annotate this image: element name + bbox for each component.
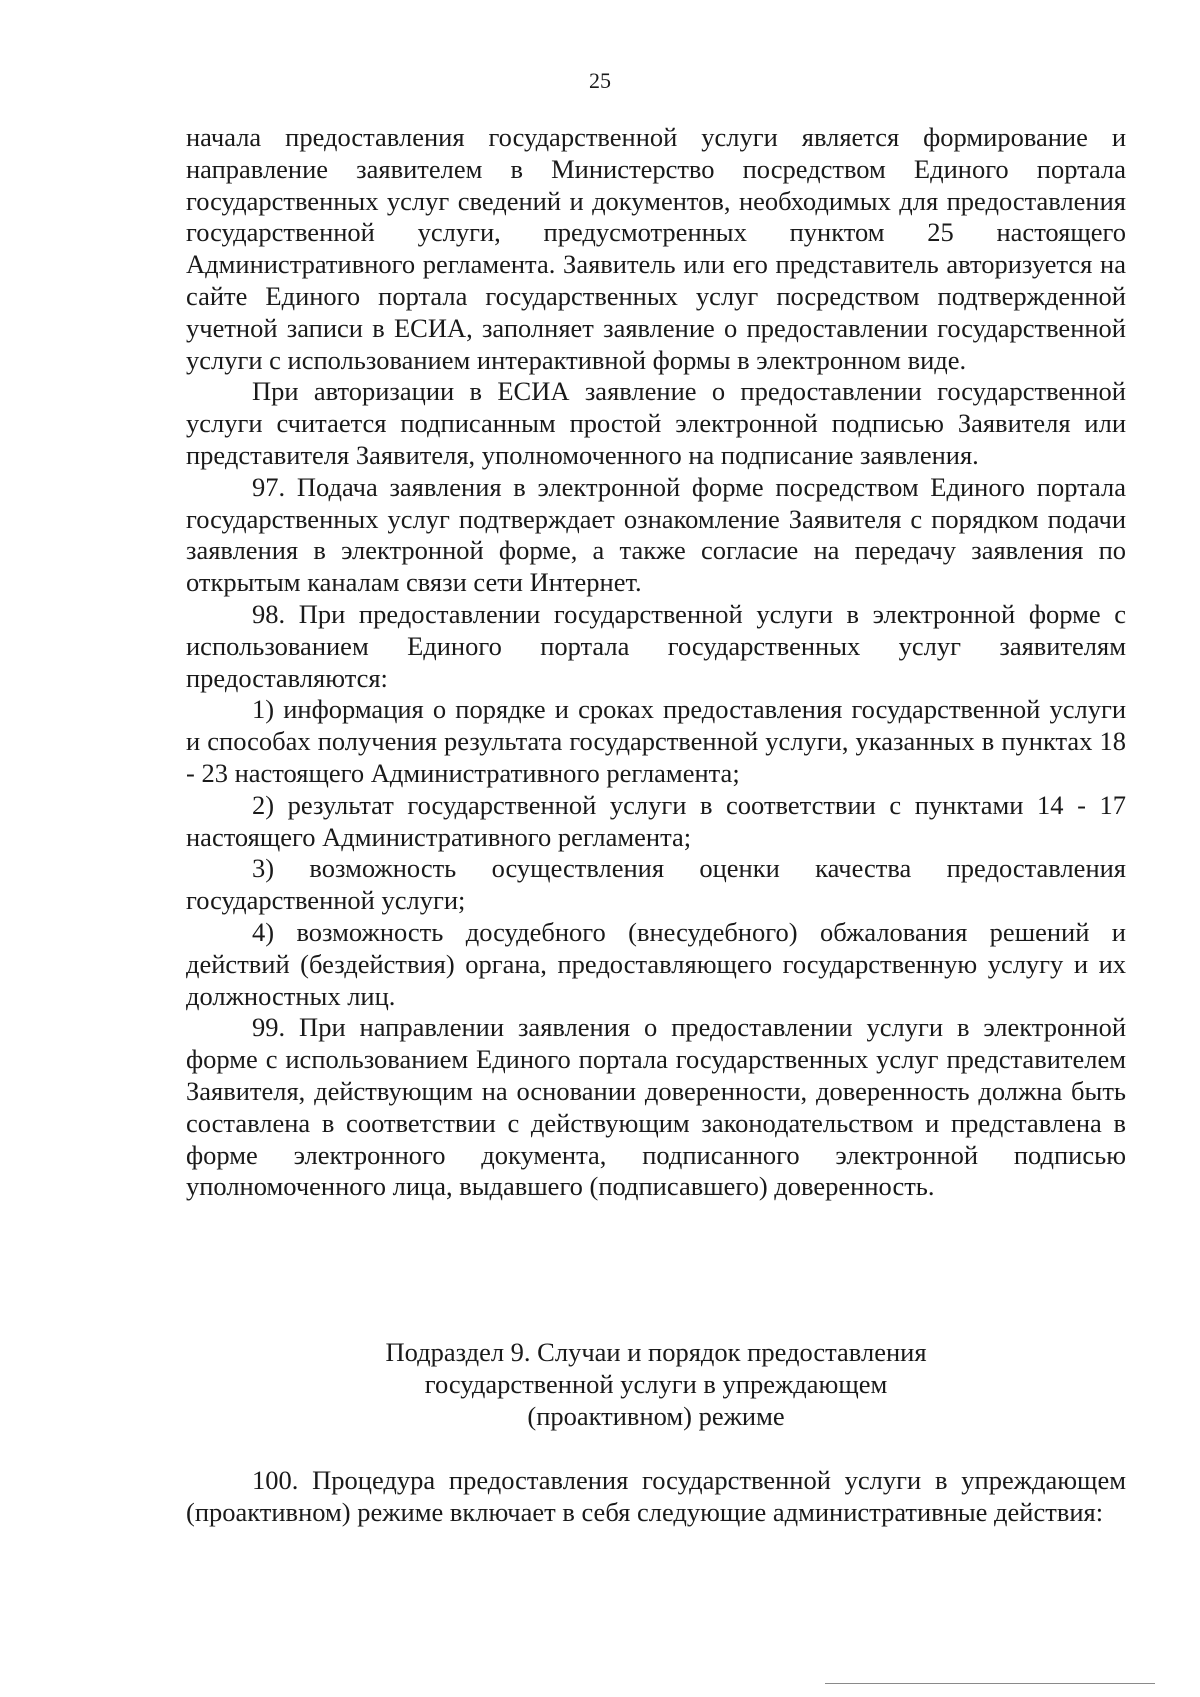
paragraph-continuation: начала предоставления государственной услуги является формирование и направление заявителем в Министерство посредством Единого портала государственных услуг сведений и документов, необходимых для предоставления государственной услуги, предусмотренных пунктом 25 настоящего Административного регламента. Заявитель или его представитель авторизуется на сайте Единого портала государственных услуг посредством подтвержденной учетной записи в ЕСИА, заполняет заявление о предоставлении государственной услуги с использованием интерактивной формы в электронном виде. [186, 122, 1126, 375]
document-body [186, 122, 1126, 1203]
paragraph-100: 100. Процедура предоставления государственной услуги в упреждающем (проактивном) режиме включает в себя следующие административные действия: [186, 1465, 1126, 1527]
subsection-heading-line-3: (проактивном) режиме [527, 1400, 785, 1431]
scan-artifact-line [825, 1683, 1155, 1684]
paragraph-esia-authorization: При авторизации в ЕСИА заявление о предоставлении государственной услуги считается подписанным простой электронной подписью Заявителя или представителя Заявителя, уполномоченного на подписание заявления. [186, 376, 1126, 470]
subsection-heading-line-1: Подраздел 9. Случаи и порядок предоставления [385, 1337, 927, 1367]
list-item-2: 2) результат государственной услуги в соответствии с пунктами 14 - 17 настоящего Административного регламента; [186, 789, 1126, 852]
paragraph-98: 98. При предоставлении государственной услуги в электронной форме с использованием Единого портала государственных услуг заявителям предоставляются: [186, 598, 1126, 693]
paragraph-97: 97. Подача заявления в электронной форме посредством Единого портала государственных услуг подтверждает ознакомление Заявителя с порядком подачи заявления в электронной форме, а также согласие на передачу заявления по открытым каналам связи сети Интернет. [186, 471, 1126, 598]
document-body-continued [186, 1465, 1126, 1529]
list-item-3: 3) возможность осуществления оценки качества предоставления государственной услуги; [186, 853, 1126, 916]
paragraph-99: 99. При направлении заявления о предоставлении услуги в электронной форме с использованием Единого портала государственных услуг представителем Заявителя, действующим на основании доверенности, доверенность должна быть составлена в соответствии с действующим законодательством и представлена в форме электронного документа, подписанного электронной подписью уполномоченного лица, выдавшего (подписавшего) доверенность. [186, 1012, 1126, 1202]
list-item-1: 1) информация о порядке и сроках предоставления государственной услуги и способах получения результата государственной услуги, указанных в пунктах 18 - 23 настоящего Административного регламента; [186, 694, 1126, 788]
page-number: 25 [589, 68, 611, 93]
subsection-heading [186, 1337, 1126, 1432]
list-item-4: 4) возможность досудебного (внесудебного) обжалования решений и действий (бездействия) органа, предоставляющего государственную услугу и их должностных лиц. [186, 916, 1126, 1011]
subsection-heading-line-2: государственной услуги в упреждающем [424, 1368, 888, 1399]
